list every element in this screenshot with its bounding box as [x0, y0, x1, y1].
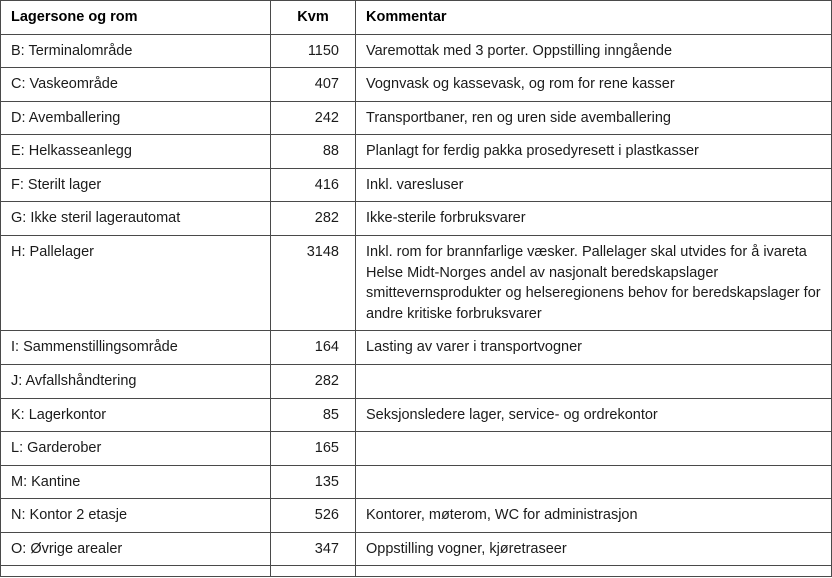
table-row — [1, 432, 832, 466]
zone-cell: N: Kontor 2 etasje — [1, 499, 271, 533]
table-row — [1, 34, 832, 68]
zone-cell: F: Sterilt lager — [1, 168, 271, 202]
zone-cell: K: Lagerkontor — [1, 398, 271, 432]
table-row — [1, 499, 832, 533]
comment-cell — [356, 432, 832, 466]
comment-cell: Seksjonsledere lager, service- og ordrekontor — [356, 398, 832, 432]
column-header-comment: Kommentar — [356, 1, 832, 35]
kvm-cell: 3148 — [271, 236, 356, 331]
comment-cell: Vognvask og kassevask, og rom for rene kasser — [356, 68, 832, 102]
table-row-partial — [1, 566, 832, 577]
zone-cell: H: Pallelager — [1, 236, 271, 331]
kvm-cell: 85 — [271, 398, 356, 432]
kvm-cell: 526 — [271, 499, 356, 533]
table-row — [1, 68, 832, 102]
zone-cell: C: Vaskeområde — [1, 68, 271, 102]
table-row — [1, 236, 832, 331]
table-row — [1, 101, 832, 135]
zone-cell: O: Øvrige arealer — [1, 532, 271, 566]
zone-cell: G: Ikke steril lagerautomat — [1, 202, 271, 236]
comment-cell: Lasting av varer i transportvogner — [356, 331, 832, 365]
comment-cell: Varemottak med 3 porter. Oppstilling inngående — [356, 34, 832, 68]
column-header-kvm: Kvm — [271, 1, 356, 35]
zone-cell: D: Avemballering — [1, 101, 271, 135]
comment-cell — [356, 364, 832, 398]
kvm-cell: 88 — [271, 135, 356, 169]
table-row — [1, 465, 832, 499]
comment-cell: Planlagt for ferdig pakka prosedyresett i plastkasser — [356, 135, 832, 169]
zone-cell: J: Avfallshåndtering — [1, 364, 271, 398]
kvm-cell: 242 — [271, 101, 356, 135]
kvm-cell: 1150 — [271, 34, 356, 68]
kvm-cell: 164 — [271, 331, 356, 365]
kvm-cell: 416 — [271, 168, 356, 202]
table-row — [1, 398, 832, 432]
table-row — [1, 135, 832, 169]
zone-cell: I: Sammenstillingsområde — [1, 331, 271, 365]
kvm-cell: 135 — [271, 465, 356, 499]
zone-cell-empty — [1, 566, 271, 577]
comment-cell: Oppstilling vogner, kjøretraseer — [356, 532, 832, 566]
table-row — [1, 331, 832, 365]
kvm-cell: 282 — [271, 364, 356, 398]
table-row — [1, 532, 832, 566]
column-header-zone: Lagersone og rom — [1, 1, 271, 35]
header-row — [1, 1, 832, 35]
kvm-cell: 407 — [271, 68, 356, 102]
comment-cell: Inkl. varesluser — [356, 168, 832, 202]
kvm-cell: 165 — [271, 432, 356, 466]
zone-cell: E: Helkasseanlegg — [1, 135, 271, 169]
zone-cell: B: Terminalområde — [1, 34, 271, 68]
table-row — [1, 202, 832, 236]
comment-cell: Kontorer, møterom, WC for administrasjon — [356, 499, 832, 533]
kvm-cell: 282 — [271, 202, 356, 236]
table-row — [1, 364, 832, 398]
kvm-cell-empty — [271, 566, 356, 577]
comment-cell: Transportbaner, ren og uren side avemballering — [356, 101, 832, 135]
comment-cell — [356, 465, 832, 499]
zone-cell: L: Garderober — [1, 432, 271, 466]
comment-cell-empty — [356, 566, 832, 577]
table-row — [1, 168, 832, 202]
comment-cell: Ikke-sterile forbruksvarer — [356, 202, 832, 236]
zone-cell: M: Kantine — [1, 465, 271, 499]
comment-cell: Inkl. rom for brannfarlige væsker. Pallelager skal utvides for å ivareta Helse Midt-Norges andel av nasjonalt beredskapslager smittevernsprodukter og helseregionens behov for beredskapslager for andre kritiske forbruksvarer — [356, 236, 832, 331]
kvm-cell: 347 — [271, 532, 356, 566]
